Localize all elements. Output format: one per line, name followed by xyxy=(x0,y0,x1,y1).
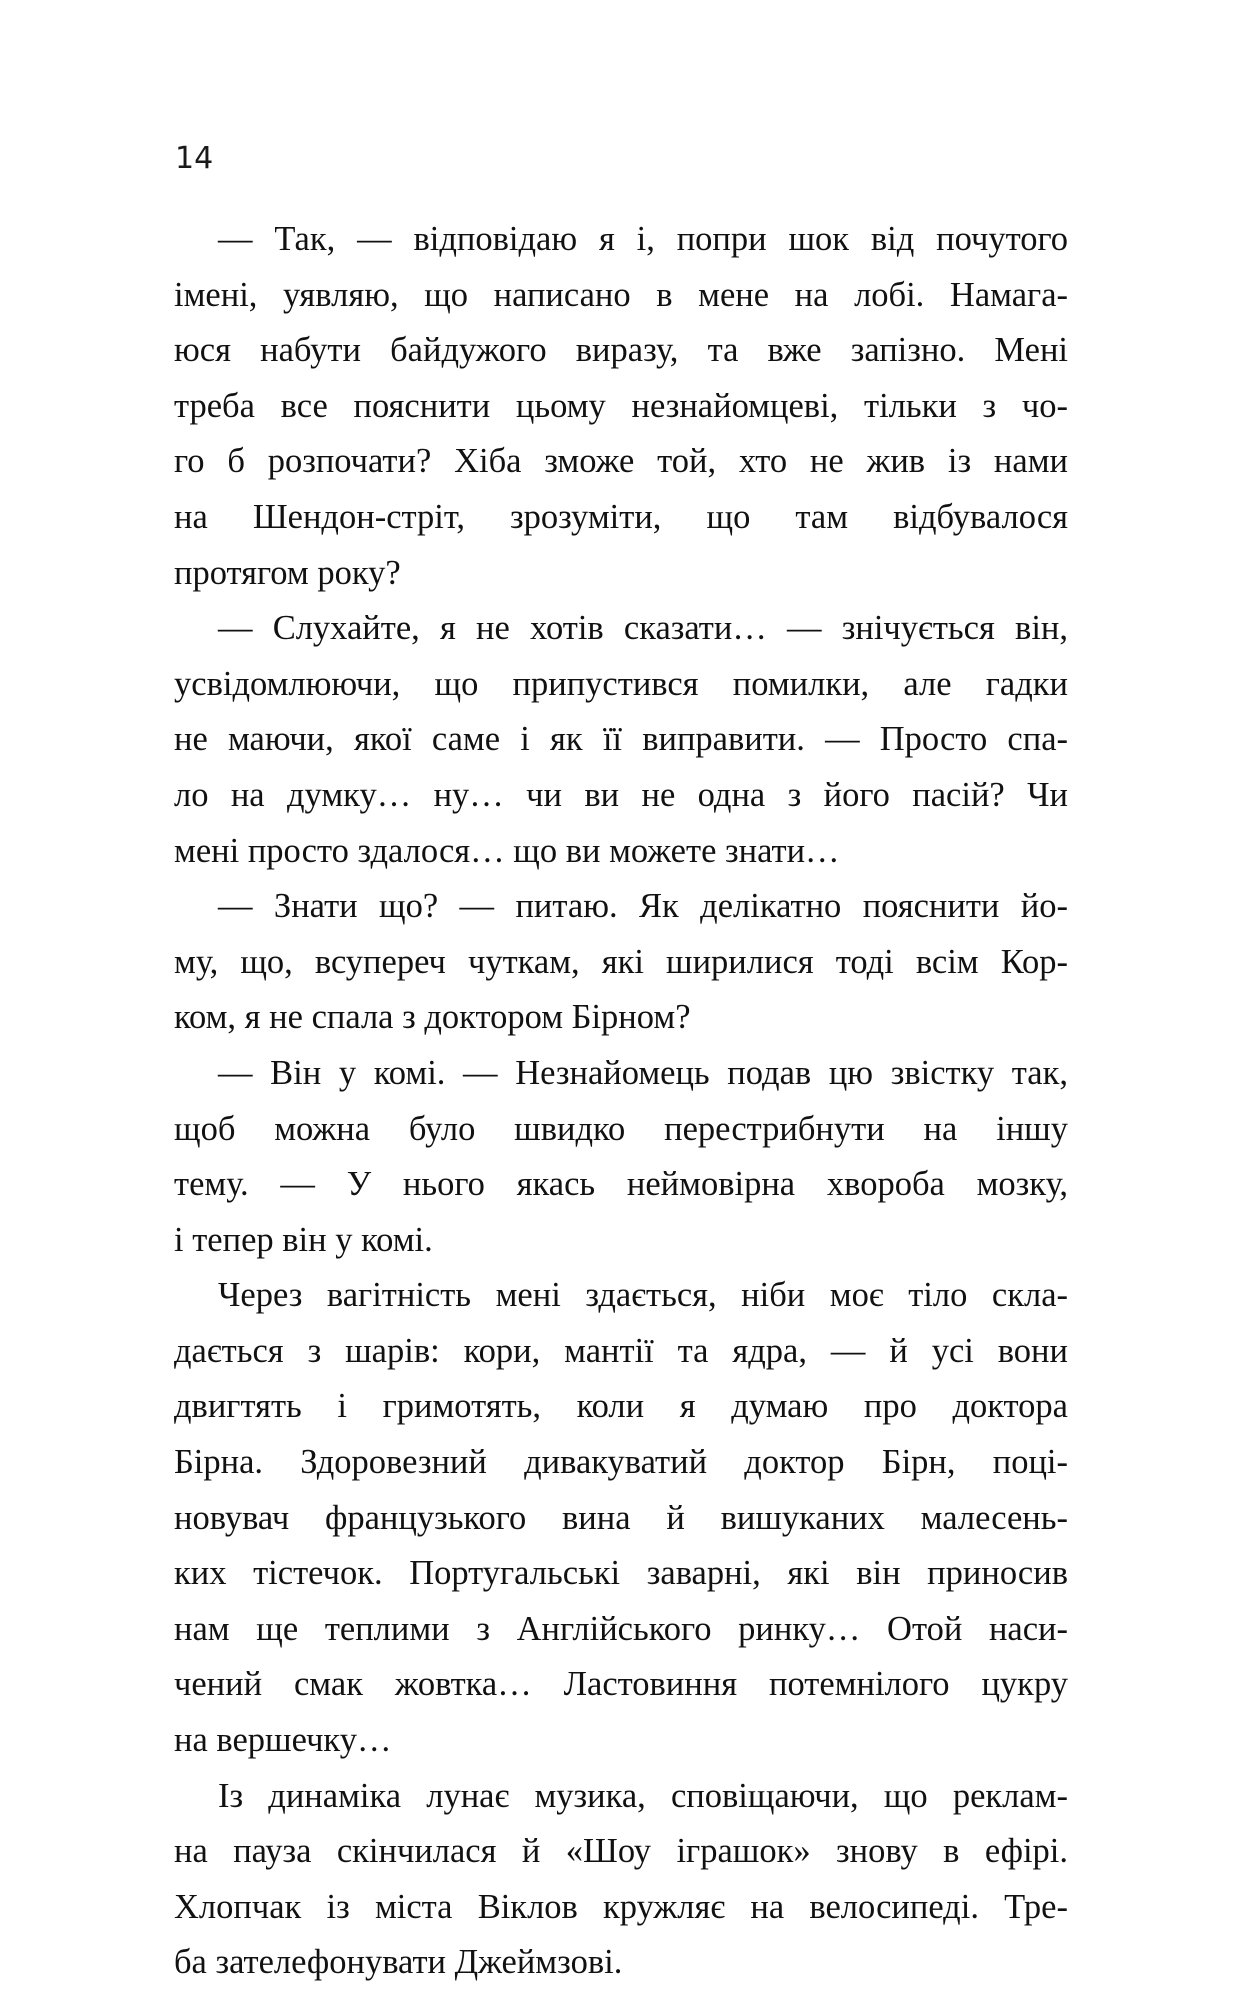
page-number: 14 xyxy=(175,141,214,176)
text-line: щоб можна було швидко перестрибнути на іншу xyxy=(174,1109,1068,1148)
text-line: і тепер він у комі. xyxy=(174,1220,433,1259)
text-line: новувач французького вина й вишуканих малесень- xyxy=(174,1498,1068,1537)
text-line: на Шендон-стріт, зрозуміти, що там відбувалося xyxy=(174,497,1068,536)
paragraph-first-line: Із динаміка лунає музика, сповіщаючи, що реклам- xyxy=(218,1776,1068,1815)
text-line: Бірна. Здоровезний дивакуватий доктор Бірн, поці- xyxy=(174,1443,1068,1482)
text-line: на пауза скінчилася й «Шоу іграшок» знову в ефірі. xyxy=(174,1832,1068,1871)
text-line: мені просто здалося… що ви можете знати… xyxy=(174,831,840,870)
text-line: ких тістечок. Португальські заварні, які він приносив xyxy=(174,1554,1068,1593)
text-line: не маючи, якої саме і як її виправити. — Просто спа- xyxy=(174,720,1068,759)
text-line: дається з шарів: кори, мантії та ядра, — й усі вони xyxy=(174,1331,1068,1370)
text-line: Хлопчак із міста Віклов кружляє на велосипеді. Тре- xyxy=(174,1887,1068,1926)
text-line: му, що, всупереч чуткам, які ширилися тоді всім Кор- xyxy=(174,942,1068,981)
text-line: нам ще теплими з Англійського ринку… Отой наси- xyxy=(174,1609,1068,1648)
text-line: юся набути байдужого виразу, та вже запізно. Мені xyxy=(174,331,1068,370)
paragraph-first-line: — Знати що? — питаю. Як делікатно пояснити йо- xyxy=(218,887,1068,926)
text-line: двигтять і гримотять, коли я думаю про доктора xyxy=(174,1387,1068,1426)
text-line: тему. — У нього якась неймовірна хвороба мозку, xyxy=(174,1165,1068,1204)
text-line: чений смак жовтка… Ластовиння потемнілого цукру xyxy=(174,1665,1068,1704)
paragraph-first-line: Через вагітність мені здається, ніби моє тіло скла- xyxy=(218,1276,1068,1315)
paragraph-first-line: — Він у комі. — Незнайомець подав цю звістку так, xyxy=(218,1053,1068,1092)
paragraph-first-line: — Так, — відповідаю я і, попри шок від почутого xyxy=(218,220,1068,258)
text-line: імені, уявляю, що написано в мене на лобі. Намага- xyxy=(174,275,1068,314)
text-line: ба зателефонувати Джеймзові. xyxy=(174,1943,623,1982)
text-line: ло на думку… ну… чи ви не одна з його пасій? Чи xyxy=(174,775,1068,814)
text-line: усвідомлюючи, що припустився помилки, але гадки xyxy=(174,664,1068,703)
paragraph-first-line: — Слухайте, я не хотів сказати… — знічується він, xyxy=(218,609,1068,648)
body-text xyxy=(174,212,1068,1991)
text-line: го б розпочати? Хіба зможе той, хто не жив із нами xyxy=(174,442,1068,481)
text-line: треба все пояснити цьому незнайомцеві, тільки з чо- xyxy=(174,386,1068,425)
text-line: протягом року? xyxy=(174,553,401,592)
text-line: на вершечку… xyxy=(174,1721,392,1760)
text-line: ком, я не спала з доктором Бірном? xyxy=(174,998,691,1037)
